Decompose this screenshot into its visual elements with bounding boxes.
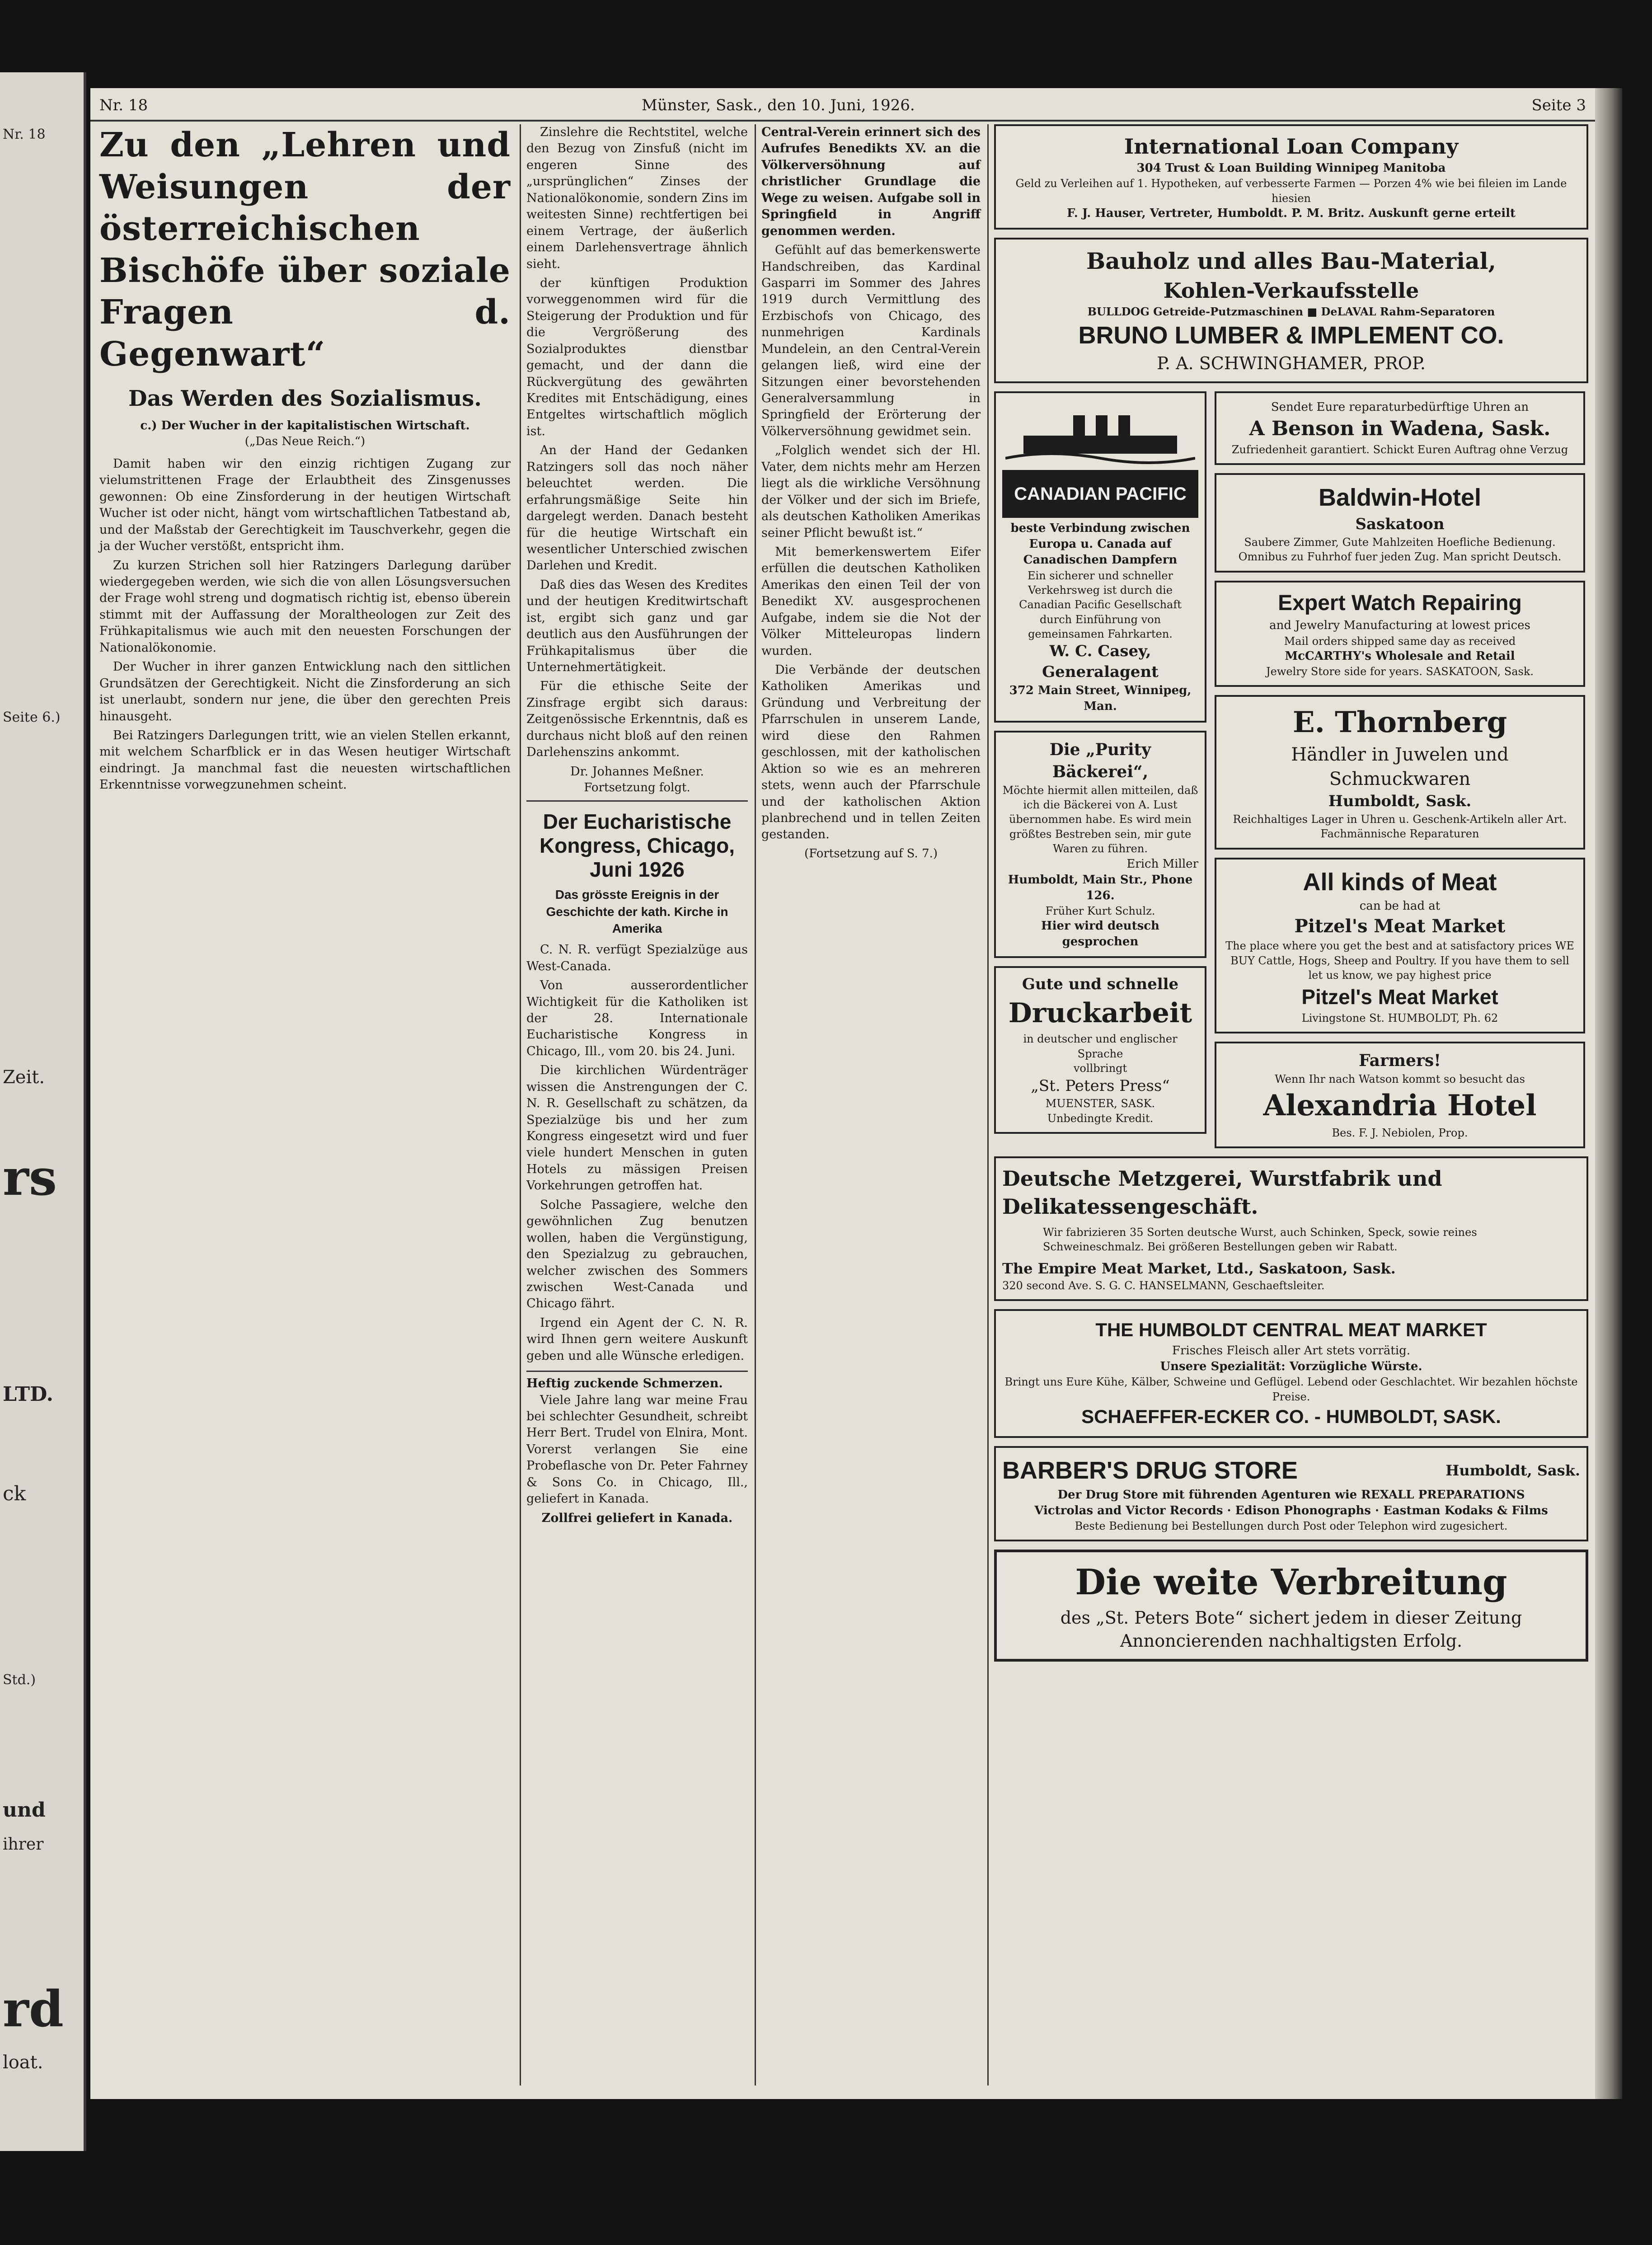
ship-illustration	[1002, 399, 1198, 467]
paragraph: Irgend ein Agent der C. N. R. wird Ihnen gern weitere Auskunft geben und alle Wünsche erledigen.	[526, 1315, 748, 1363]
ad-city: Saskatoon	[1355, 515, 1445, 533]
meat-market-ad	[1215, 858, 1585, 1034]
ad-line: Sendet Eure reparaturbedürftige Uhren an	[1271, 400, 1529, 414]
section-heading: c.) Der Wucher in der kapitalistischen Wirtschaft.	[140, 418, 470, 432]
strip-fragment: rs	[3, 1148, 57, 1207]
ad-title: E. Thornberg	[1292, 705, 1507, 740]
baldwin-hotel-ad	[1215, 473, 1585, 573]
ad-name: „St. Peters Press“	[1031, 1076, 1170, 1095]
ad-city: Humboldt, Sask.	[1446, 1461, 1580, 1479]
newspaper-page	[90, 88, 1595, 2099]
strip-fragment: Std.)	[3, 1672, 36, 1688]
paragraph: Zinslehre die Rechtstitel, welche den Bezug von Zinsfuß (nicht im engeren Sinne des „ursprünglichen“ Zinses der Nationalökonomie, sondern Zins im weitesten Sinne) rechtfertigen bei einem Vertrage, der äußerlich einem Darlehensvertrage ähnlich sieht.	[526, 125, 748, 271]
ad-address: 320 second Ave. S. G. C. HANSELMANN, Geschaeftsleiter.	[1002, 1279, 1325, 1292]
ad-name: Pitzel's Meat Market	[1294, 916, 1506, 937]
strip-fragment: Seite 6.)	[3, 709, 61, 725]
paragraph: „Folglich wendet sich der Hl. Vater, dem nichts mehr am Herzen liegt als die wirkliche Versöhnung der Völker und der sich im Briefe, als deutschen Katholiken Amerikas seiner Pflicht bewußt ist.“	[761, 443, 981, 540]
strip-fragment: Nr. 18	[3, 127, 46, 142]
ad-text: Saubere Zimmer, Gute Mahlzeiten Hoefliche Bedienung. Omnibus zu Fuhrhof fuer jeden Zug. Man spricht Deutsch.	[1238, 535, 1562, 564]
ad-title: Baldwin-Hotel	[1319, 484, 1481, 512]
ad-title: Die „Purity Bäckerei“,	[1049, 740, 1151, 782]
ad-mail: Mail orders shipped same day as received	[1284, 634, 1516, 648]
paragraph: Von ausserordentlicher Wichtigkeit für die Katholiken ist der 28. Internationale Eucharistische Kongress in Chicago, Ill., vom 20. bis 24. Juni.	[526, 978, 748, 1058]
ad-company: BRUNO LUMBER & IMPLEMENT CO.	[1078, 322, 1504, 349]
paragraph: Der Wucher in ihrer ganzen Entwicklung nach den sittlichen Grundsätzen der Gerechtigkeit. Nicht die Zinsforderung an sich ist unerlaubt, sondern nur jene, die über den gerechten Preis hinausgeht.	[99, 660, 511, 723]
ad-address: Humboldt, Main Str., Phone 126.	[1008, 873, 1193, 902]
ads-subcol-right	[1215, 391, 1585, 1156]
ad-subtitle: can be had at	[1359, 899, 1441, 913]
watch-repair-ad	[1215, 581, 1585, 687]
ad-text: The place where you get the best and at satisfactory prices WE BUY Cattle, Hogs, Sheep and Poultry. If you have them to sell let us know, we pay highest price	[1225, 939, 1574, 982]
strip-fragment: Zeit.	[3, 1067, 45, 1088]
ad-line: Bringt uns Eure Kühe, Kälber, Schweine und Geflügel. Lebend oder Geschlachtet. Wir bezahlen höchste Preise.	[1004, 1376, 1578, 1403]
ad-line: Frisches Fleisch aller Art stets vorrätig.	[1172, 1344, 1411, 1358]
ad-title: Expert Watch Repairing	[1278, 591, 1522, 615]
ad-line: Wenn Ihr nach Watson kommt so besucht das	[1275, 1072, 1525, 1085]
congress-subtitle: Das grösste Ereignis in der Geschichte der kath. Kirche in Amerika	[546, 887, 728, 936]
ad-title: THE HUMBOLDT CENTRAL MEAT MARKET	[1095, 1319, 1487, 1341]
ad-line: Der Drug Store mit führenden Agenturen wie REXALL PREPARATIONS	[1057, 1488, 1525, 1502]
congress-title: Der Eucharistische Kongress, Chicago, Juni 1926	[540, 810, 735, 881]
ad-subtitle: and Jewelry Manufacturing at lowest prices	[1269, 619, 1530, 633]
column-rule	[987, 124, 989, 2085]
ad-title: All kinds of Meat	[1303, 868, 1497, 896]
paragraph: Die kirchlichen Würdenträger wissen die Anstrengungen der C. N. R. Gesellschaft zu schätzen, da Spezialzüge bis und her zum Kongress eingesetzt wird und fuer viele hundert Menschen in guten Hotels zu mässigen Preisen Vorkehrungen getroffen hat.	[526, 1063, 748, 1193]
ad-line: Victrolas and Victor Records · Edison Phonographs · Eastman Kodaks & Films	[1034, 1503, 1548, 1517]
ad-contact: W. C. Casey, Generalagent	[1042, 642, 1159, 681]
ad-note: Unbedingte Kredit.	[1047, 1112, 1154, 1125]
ad-text: Reichhaltiges Lager in Uhren u. Geschenk-Artikeln aller Art. Fachmännische Reparaturen	[1233, 813, 1567, 841]
strip-fragment: ck	[3, 1482, 26, 1505]
place-date: Münster, Sask., den 10. Juni, 1926.	[642, 96, 915, 114]
ad-small: Geld zu Verleihen auf 1. Hypotheken, auf verbesserte Farmen — Porzen 4% wie bei fileien im Lande hiesien	[1015, 177, 1567, 205]
thornberg-ad	[1215, 695, 1585, 849]
ad-title: BARBER'S DRUG STORE	[1002, 1456, 1298, 1484]
ad-title: Gute und schnelle	[1022, 975, 1179, 994]
paragraph: Gefühlt auf das bemerkenswerte Handschreiben, das Kardinal Gasparri im Sommer des Jahres 1919 durch Vermittlung des Erzbischofs von Chicago, des nunmehrigen Kardinals Mundelein, an den Central-Verein gelangen ließ, wird eine der Sitzungen einer bevorstehenden Generalversammlung in Springfield der Erörterung der Völkerversöhnung gewidmet sein.	[761, 243, 981, 438]
ad-line: Beste Bedienung bei Bestellungen durch Post oder Telephon wird zugesichert.	[1075, 1519, 1508, 1532]
purity-bakery-ad	[994, 731, 1206, 958]
ad-line: Zufriedenheit garantiert. Schickt Euren Auftrag ohne Verzug	[1231, 443, 1568, 456]
ad-title: Die weite Verbreitung	[1075, 1562, 1507, 1603]
paragraph: der künftigen Produktion vorweggenommen wird für die Steigerung der Produktion und für die Vergrößerung des Sozialproduktes dienstbar gemacht, und der dann die Rückvergütung des gewährten Kredites mit Entschädigung, eines Entgeltes wirtschaftlich möglich ist.	[526, 276, 748, 438]
ad-title: Farmers!	[1359, 1051, 1441, 1071]
paragraph: An der Hand der Gedanken Ratzingers soll das noch näher beleuchtet werden. Die erfahrungsmäßige Seite hin dargelegt werden. Danach besteht für die heutige Wirtschaft ein wesentlicher Unterschied zwischen Darlehen und Kredit.	[526, 443, 748, 573]
page-header	[90, 88, 1595, 122]
lumber-ad	[994, 238, 1588, 383]
article-lead: Central-Verein erinnert sich des Aufrufes Benedikts XV. an die Völkerversöhnung auf christlicher Grundlage die Wege zu weisen. Aufgabe soll in Springfield in Angriff genommen werden.	[761, 125, 981, 238]
ad-small: BULLDOG Getreide-Putzmaschinen ■ DeLAVAL Rahm-Separatoren	[1087, 305, 1495, 318]
source-note: („Das Neue Reich.“)	[244, 434, 366, 448]
ad-title: Deutsche Metzgerei, Wurstfabrik und Delikatessengeschäft.	[1002, 1166, 1442, 1219]
column-rule	[755, 124, 756, 2085]
strip-fragment: LTD.	[3, 1383, 53, 1406]
ad-heading: Heftig zuckende Schmerzen.	[526, 1371, 748, 1392]
alexandria-hotel-ad	[1215, 1042, 1585, 1148]
ads-row	[994, 391, 1588, 1156]
ad-text: Ein sicherer und schneller Verkehrsweg ist durch die Canadian Pacific Gesellschaft durch Einführung von gemeinsamen Fahrkarten.	[1019, 569, 1182, 641]
page-edge	[1595, 88, 1622, 2099]
ad-line: Unsere Spezialität: Vorzügliche Würste.	[1160, 1360, 1422, 1374]
strip-fragment: rd	[3, 1980, 64, 2038]
ad-address: Jewelry Store side for years. SASKATOON, Sask.	[1266, 665, 1534, 678]
strip-fragment: und	[3, 1799, 46, 1822]
continued-note: (Fortsetzung auf S. 7.)	[804, 846, 938, 860]
ad-address: Livingstone St. HUMBOLDT, Ph. 62	[1301, 1011, 1498, 1024]
ad-title: International Loan Company	[1124, 134, 1459, 159]
continued-note: Fortsetzung folgt.	[526, 780, 748, 802]
ad-subtitle: Kohlen-Verkaufsstelle	[1163, 278, 1419, 303]
column-3	[761, 124, 981, 862]
column-rule	[520, 124, 521, 2085]
paragraph: Für die ethische Seite der Zinsfrage ergibt sich daraus: Zeitgenössische Erkenntnis, daß es durchaus nicht bloß auf den reinen Darlehenszins ankommt.	[526, 679, 748, 760]
ad-title: beste Verbindung zwischen Europa u. Canada auf Canadischen Dampfern	[1010, 521, 1190, 567]
paragraph: Damit haben wir den einzig richtigen Zugang zur vielumstrittenen Frage der Erlaubtheit des Zinsgenusses gewonnen: Ob eine Zinsforderung in der heutigen Wirtschaft Wucher ist oder nicht, hängt vom wirtschaftlichen Tatbestand ab, und der Maßstab der Gerechtigkeit im Tauschverkehr, gegen die ja der Wucher verstößt, entspricht ihm.	[99, 456, 511, 554]
ad-line: des „St. Peters Bote“ sichert jedem in dieser Zeitung Annoncierenden nachhaltigsten Erfolg.	[1060, 1607, 1522, 1651]
ad-line: Händler in Juwelen und Schmuckwaren	[1291, 744, 1509, 789]
ad-footer: Zollfrei geliefert in Kanada.	[541, 1511, 733, 1525]
cp-logo: CANADIAN PACIFIC	[1002, 470, 1198, 518]
ad-city: MUENSTER, SASK.	[1045, 1097, 1155, 1110]
benson-ad	[1215, 391, 1585, 465]
paragraph: Solche Passagiere, welche den gewöhnlichen Zug benutzen wollen, haben die Vergünstigung, den Spezialzug zu gebrauchen, welcher zwischen des Sommers zwischen West-Canada und Chicago fährt.	[526, 1198, 748, 1311]
paragraph: Daß dies das Wesen des Kredites und der heutigen Kreditwirtschaft ist, ergibt sich ganz und gar deutlich aus den Ausführungen der Frühkapitalismus über die Unternehmertätigkeit.	[526, 578, 748, 674]
circulation-ad	[994, 1550, 1588, 1662]
ad-address: 372 Main Street, Winnipeg, Man.	[1009, 684, 1192, 714]
paragraph: Bei Ratzingers Darlegungen tritt, wie an vielen Stellen erkannt, mit welchem Scharfblick er in das Wesen heutiger Wirtschaft eindringt. Ja manchmal fast die neuesten wirtschaftlichen Erkenntnisse vorwegzunehmen scheint.	[99, 728, 511, 792]
page-number: Seite 3	[1531, 96, 1586, 114]
paragraph: Mit bemerkenswertem Eifer erfüllen die deutschen Katholiken Amerikas den einen Teil der von Benedikt XV. ausgesprochenen Aufgabe, indem sie die Not der Völker Mitteleuropas lindern wurden.	[761, 545, 981, 658]
ad-signature: Erich Miller	[1126, 857, 1198, 871]
ad-subtitle: in deutscher und englischer Sprache	[1023, 1033, 1178, 1060]
strip-fragment: ihrer	[3, 1835, 44, 1854]
ad-note: Hier wird deutsch gesprochen	[1041, 919, 1159, 949]
column-2	[526, 124, 748, 1526]
ad-name: McCARTHY's Wholesale and Retail	[1285, 649, 1515, 663]
ad-prep: vollbringt	[1073, 1062, 1127, 1075]
strip-fragment: loat.	[3, 2052, 43, 2073]
ad-extra: Früher Kurt Schulz.	[1045, 904, 1155, 917]
paragraph: Viele Jahre lang war meine Frau bei schlechter Gesundheit, schreibt Herr Bert. Trudel von Elnira, Mont. Vorerst verlangen Sie eine Probeflasche von Dr. Peter Fahrney & Sons Co. in Chicago, Ill., geliefert in Kanada.	[526, 1393, 748, 1506]
paragraph: Zu kurzen Strichen soll hier Ratzingers Darlegung darüber wiedergegeben werden, wie sich die von allen Lösungsversuchen der Frage wohl streng und dogmatisch richtig ist, ebenso überein stimmt mit der Auffassung der Moraltheologen zur Zeit des Frühkapitalismus wie auch mit den neuesten Forschungen der Nationalökonomie.	[99, 558, 511, 655]
ad-city: Humboldt, Sask.	[1328, 792, 1472, 810]
ads-subcol-left	[994, 391, 1206, 1156]
ad-name-2: Pitzel's Meat Market	[1301, 985, 1498, 1009]
ad-name: The Empire Meat Market, Ltd., Saskatoon, Sask.	[1002, 1259, 1396, 1277]
ad-hotel: Alexandria Hotel	[1263, 1089, 1537, 1123]
ads-column	[994, 124, 1588, 1670]
print-shop-ad	[994, 966, 1206, 1134]
ad-line: 304 Trust & Loan Building Winnipeg Manitoba	[1136, 161, 1446, 175]
paragraph: C. N. R. verfügt Spezialzüge aus West-Canada.	[526, 943, 748, 973]
paragraph: Die Verbände der deutschen Katholiken Amerikas und Gründung und Verbreitung der Pfarrschulen in unserem Lande, wird diese den Rahmen geschlossen, mit der katholischen Aktion so wie es an mehreren stets, wenn auch der Pfarrschule und der katholischen Aktion planbrechend und in tellen Zeiten gestanden.	[761, 663, 981, 842]
ad-name: A Benson in Wadena, Sask.	[1249, 417, 1551, 441]
issue-number: Nr. 18	[99, 96, 148, 114]
adjacent-page-strip	[0, 72, 86, 2151]
ad-company: SCHAEFFER-ECKER CO. - HUMBOLDT, SASK.	[1081, 1406, 1501, 1428]
ad-text: Möchte hiermit allen mitteilen, daß ich die Bäckerei von A. Lust übernommen habe. Es wird mein größtes Bestreben sein, mir gute Waren zu führen.	[1002, 784, 1198, 855]
metzgerei-ad	[994, 1156, 1588, 1301]
loan-company-ad	[994, 124, 1588, 230]
article-subtitle: Das Werden des Sozialismus.	[128, 386, 482, 411]
ad-proprietor: Bes. F. J. Nebiolen, Prop.	[1332, 1126, 1468, 1139]
ad-heading-row	[1002, 1454, 1580, 1487]
canadian-pacific-ad	[994, 391, 1206, 723]
humboldt-meat-market-ad	[994, 1309, 1588, 1437]
ad-title: Bauholz und alles Bau-Material,	[1086, 248, 1496, 275]
ad-agent: F. J. Hauser, Vertreter, Humboldt. P. M. Britz. Auskunft gerne erteilt	[1066, 206, 1516, 220]
ad-text: Wir fabrizieren 35 Sorten deutsche Wurst, auch Schinken, Speck, sowie reines Schweineschmalz. Bei größeren Bestellungen geben wir Rabatt.	[1043, 1226, 1477, 1254]
author-signature: Dr. Johannes Meßner.	[570, 764, 704, 779]
article-title: Zu den „Lehren und Weisungen der österreichischen Bischöfe über soziale Fragen d. Gegenwart“	[99, 126, 511, 374]
ad-proprietor: P. A. SCHWINGHAMER, PROP.	[1157, 353, 1426, 373]
column-1	[99, 124, 511, 796]
barber-drug-store-ad	[994, 1446, 1588, 1541]
ad-big: Druckarbeit	[1008, 997, 1192, 1029]
